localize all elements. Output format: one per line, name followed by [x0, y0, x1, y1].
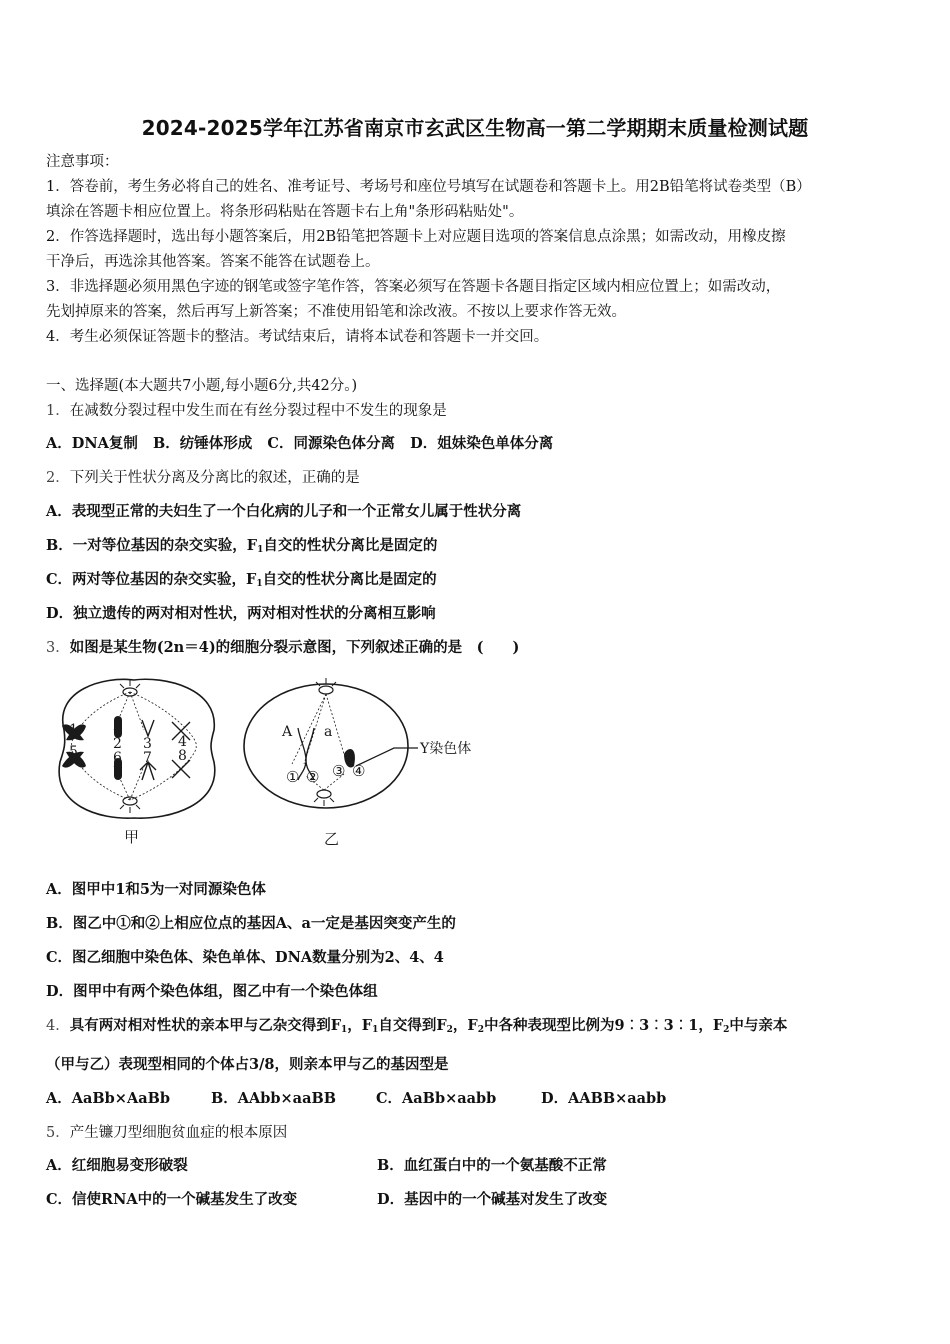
option-d: D．基因中的一个碱基对发生了改变: [377, 1191, 608, 1208]
question-5: [46, 1123, 287, 1143]
subscript: 1: [257, 545, 264, 555]
option-b: B．血红蛋白中的一个氨基酸不正常: [377, 1157, 607, 1174]
option-c: [46, 570, 437, 594]
option-a: A．红细胞易变形破裂: [46, 1157, 188, 1174]
stem-text: 中各种表现型比例为9︰3︰3︰1，F: [483, 1017, 724, 1034]
subscript: 1: [256, 579, 263, 589]
notice-line: 4．考生必须保证答题卡的整洁。考试结束后，请将本试卷和答题卡一并交回。: [46, 329, 549, 345]
cell-yi: [244, 678, 471, 848]
question-number: 4．: [46, 1018, 70, 1034]
stem-text: 中与亲本: [729, 1017, 788, 1034]
question-stem: 如图是某生物(2n＝4)的细胞分裂示意图，下列叙述正确的是 ( ): [69, 639, 520, 656]
chromosome-label: 6: [113, 750, 122, 766]
option-a: A．表现型正常的夫妇生了一个白化病的儿子和一个正常女儿属于性状分离: [46, 503, 522, 520]
option-text: B．一对等位基因的杂交实验，F: [46, 537, 258, 554]
stem-text: 具有两对相对性状的亲本甲与乙杂交得到F: [69, 1017, 342, 1034]
notice-line: 先划掉原来的答案，然后再写上新答案；不准使用铅笔和涂改液。不按以上要求作答无效。: [46, 304, 626, 320]
circle-number: ③: [332, 762, 346, 780]
cell-jia: [59, 679, 215, 846]
question-2: [46, 468, 360, 488]
cell-division-figure: [44, 670, 504, 850]
option-d: D．图甲中有两个染色体组，图乙中有一个染色体组: [46, 983, 378, 1000]
circle-number: ②: [306, 768, 320, 786]
option-text: 自交的性状分离比是固定的: [262, 571, 437, 588]
question-5-options-row2: [46, 1190, 607, 1210]
chromosome-label: 3: [143, 736, 152, 752]
chromosome-label: 5: [69, 744, 78, 760]
question-1-options: [46, 434, 553, 454]
question-1: [46, 401, 447, 421]
cell-yi-label: 乙: [324, 830, 340, 848]
gene-label: A: [282, 724, 293, 740]
option-b: B．AAbb×aaBB: [211, 1090, 336, 1107]
option-text: C．两对等位基因的杂交实验，F: [46, 571, 257, 588]
notice-line: 2．作答选择题时，选出每小题答案后，用2B铅笔把答题卡上对应题目选项的答案信息点涂黑；如需改动，用橡皮擦: [46, 229, 786, 245]
chromosome-label: 8: [178, 748, 187, 764]
option-a: A．图甲中1和5为一对同源染色体: [46, 881, 266, 898]
option-d: D．姐妹染色单体分离: [410, 435, 554, 452]
chromosome-label: 2: [113, 736, 122, 752]
option-b: B．图乙中①和②上相应位点的基因A、a一定是基因突变产生的: [46, 915, 456, 932]
option-text: 自交的性状分离比是固定的: [263, 537, 438, 554]
stem-text: ，F: [347, 1017, 373, 1034]
option-b: B．纺锤体形成: [153, 435, 253, 452]
subscript: 2: [477, 1025, 484, 1035]
chromosome-label: 1: [69, 722, 78, 738]
chromosome-label: 4: [178, 734, 187, 750]
option-a: A．DNA复制: [46, 435, 138, 452]
subscript: 1: [341, 1025, 348, 1035]
notice-heading: 注意事项：: [46, 154, 119, 170]
option-c: C．图乙细胞中染色体、染色单体、DNA数量分别为2、4、4: [46, 949, 444, 966]
option-a: A．AaBb×AaBb: [46, 1090, 170, 1107]
stem-text: 自交得到F: [378, 1017, 447, 1034]
subscript: 2: [723, 1025, 730, 1035]
question-stem: 在减数分裂过程中发生而在有丝分裂过程中不发生的现象是: [69, 403, 447, 419]
notice-line: 3．非选择题必须用黑色字迹的钢笔或签字笔作答，答案必须写在答题卡各题目指定区域内相应位置上；如需改动，: [46, 279, 781, 295]
question-stem: 下列关于性状分离及分离比的叙述，正确的是: [69, 470, 360, 486]
stem-text: ，F: [452, 1017, 478, 1034]
option-c: C．同源染色体分离: [267, 435, 395, 452]
page-title: 2024-2025学年江苏省南京市玄武区生物高一第二学期期末质量检测试题: [141, 116, 809, 140]
option-d: D．AABB×aabb: [541, 1090, 667, 1107]
question-5-options-row1: [46, 1156, 607, 1176]
option-c: C．信使RNA中的一个碱基发生了改变: [46, 1191, 298, 1208]
y-chromosome-label: Y染色体: [420, 741, 472, 757]
notice-line: 干净后，再选涂其他答案。答案不能答在试题卷上。: [46, 254, 380, 270]
question-4-options: [46, 1089, 666, 1109]
subscript: 2: [446, 1025, 453, 1035]
option-d: D．独立遗传的两对相对性状，两对相对性状的分离相互影响: [46, 605, 436, 622]
gene-label: a: [324, 724, 333, 740]
option-b: [46, 536, 437, 560]
question-stem: 产生镰刀型细胞贫血症的根本原因: [69, 1125, 288, 1141]
subscript: 1: [372, 1025, 379, 1035]
question-number: 1．: [46, 403, 70, 419]
notice-line: 填涂在答题卡相应位置上。将条形码粘贴在答题卡右上角"条形码粘贴处"。: [46, 204, 524, 220]
section-heading: 一、选择题(本大题共7小题,每小题6分,共42分。): [46, 378, 358, 394]
question-number: 2．: [46, 470, 70, 486]
question-number: 3．: [46, 640, 70, 656]
option-c: C．AaBb×aabb: [376, 1090, 497, 1107]
circle-number: ④: [352, 762, 366, 780]
chromosome-label: 7: [143, 750, 152, 766]
cell-jia-label: 甲: [124, 828, 140, 846]
question-number: 5．: [46, 1125, 70, 1141]
question-3: [46, 638, 519, 658]
question-4: [46, 1016, 787, 1040]
circle-number: ①: [286, 768, 300, 786]
question-4-cont: （甲与乙）表现型相同的个体占3/8，则亲本甲与乙的基因型是: [46, 1056, 449, 1073]
notice-line: 1．答卷前，考生务必将自己的姓名、准考证号、考场号和座位号填写在试题卷和答题卡上。用2B铅笔将试卷类型（B）: [46, 179, 811, 195]
